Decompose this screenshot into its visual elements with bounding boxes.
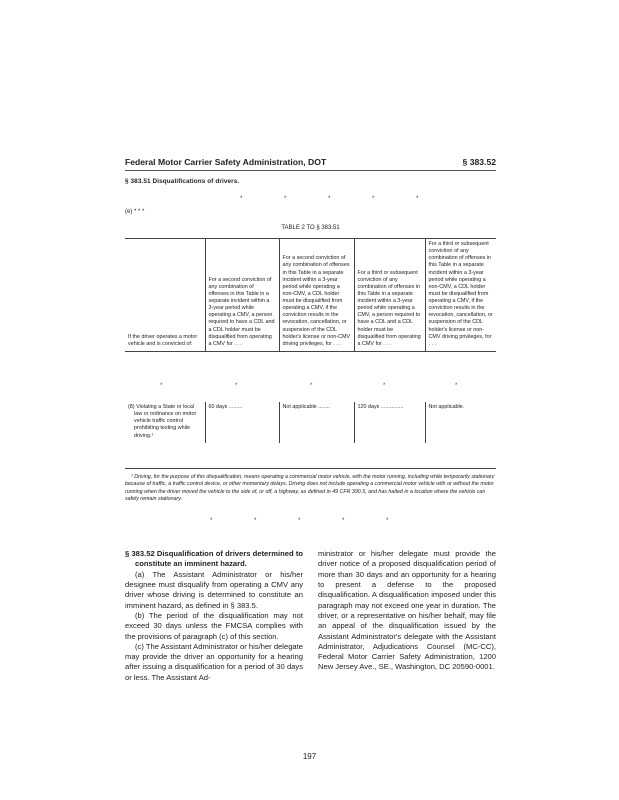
table-cell-second-noncmv: Not applicable ........ (279, 402, 354, 443)
right-column (318, 549, 496, 673)
table-title: TABLE 2 TO § 383.51 (281, 225, 340, 231)
omission-mark: * (455, 383, 458, 389)
table-footnote: ¹ Driving, for the purpose of this disqualification, means operating a commercial motor vehicle, with the motor running, including while temporarily stationary because of traffic, a traffic control device, or other momentary delays. Driving does not include operating a commercial motor vehicle with or without the motor running when the driver moved the vehicle to the side of, or off, a highway, as defined in 49 CFR 390.5, and has halted in a location where the vehicle can safely remain stationary. (125, 474, 495, 502)
page-number: 197 (302, 752, 317, 761)
table-row (125, 402, 496, 443)
paragraph-c-continued: ministrator or his/her delegate must provide the driver notice of a proposed disqualification period of more than 30 days and an opportunity for a hearing to present a defense to the proposed disqualification. A disqualification imposed under this paragraph may not exceed one year in duration. The driver, or a representative on his/her behalf, may file an appeal of the disqualification issued by the Assistant Administrator's delegate with the Assistant Administrator, Adjudications Counsel (MC-CC), Federal Motor Carrier Safety Administration, 1200 New Jersey Ave., SE., Washington, DC 20590-0001. (318, 549, 496, 672)
disqualification-table (125, 238, 496, 352)
paragraph-b: (b) The period of the disqualification may not exceed 30 days unless the FMCSA complies with the provisions of paragraph (c) of this section. (125, 610, 303, 641)
table-header-second-cmv: For a second conviction of any combination of offenses in this Table in a separate incident within a 3-year period while operating a CMV, a person required to have a CDL and a CDL holder must be disqualified from operating a CMV for . . . (205, 239, 279, 352)
paragraph-c: (c) The Assistant Administrator or his/her delegate may provide the driver an opportunity for a hearing after issuing a disqualification for a period of 30 days or less. The Assistant Ad- (125, 641, 303, 682)
omission-stars: * * * * * (210, 518, 409, 524)
table-header-third-noncmv: For a third or subsequent conviction of any combination of offenses in this Table in a separate incident within a 3-year period while operating a non-CMV, a CDL holder must be disqualified from operating a CMV, if the conviction results in the revocation, cancellation, or suspension of the CDL holder's license or non-CMV driving privileges, for . . . (425, 239, 496, 352)
section-heading: § 383.51 Disqualifications of drivers. (125, 178, 240, 185)
paragraph-a: (a) The Assistant Administrator or his/her designee must disqualify from operating a CMV any driver whose driving is determined to constitute an imminent hazard, as defined in § 383.5. (125, 569, 303, 610)
page-header-section: § 383.52 (462, 157, 496, 167)
left-column (125, 549, 303, 683)
page-header-title: Federal Motor Carrier Safety Administration, DOT (125, 157, 327, 167)
table-header-third-cmv: For a third or subsequent conviction of any combination of offenses in this Table in a separate incident within a 3-year period while operating a CMV, a person required to have a CDL and a CDL holder must be disqualified from operating a CMV for . . . (354, 239, 425, 352)
header-rule (125, 170, 496, 171)
table-cell-offense: (8) Violating a State or local law or ordinance on motor vehicle traffic control prohibiting texting while driving.¹ (128, 404, 197, 439)
table-header-offense: If the driver operates a motor vehicle and is convicted of: (125, 239, 205, 352)
table-cell-second-cmv: 60 days ......... (205, 402, 279, 443)
section-heading-383-52: § 383.52 Disqualification of drivers determined to constitute an imminent hazard. (125, 549, 303, 569)
table-cell-third-noncmv: Not applicable. (425, 402, 496, 443)
omission-mark: * (310, 383, 313, 389)
omission-stars: * * * * * (240, 196, 439, 202)
table-bottom-rule (125, 468, 496, 469)
table-header-second-noncmv: For a second conviction of any combination of offenses in this Table in a separate incident within a 3-year period while operating a non-CMV, a CDL holder must be disqualified from operating a CMV, if the conviction results in the revocation, cancellation, or suspension of the CDL holder's license or non-CMV driving privileges, for . . . (279, 239, 354, 352)
omission-mark: * (235, 383, 238, 389)
table-cell-third-cmv: 120 days ............... (354, 402, 425, 443)
table-omission-row (125, 383, 496, 395)
omission-mark: * (160, 383, 163, 389)
paragraph-reference: (e) * * * (125, 209, 145, 215)
omission-mark: * (383, 383, 386, 389)
